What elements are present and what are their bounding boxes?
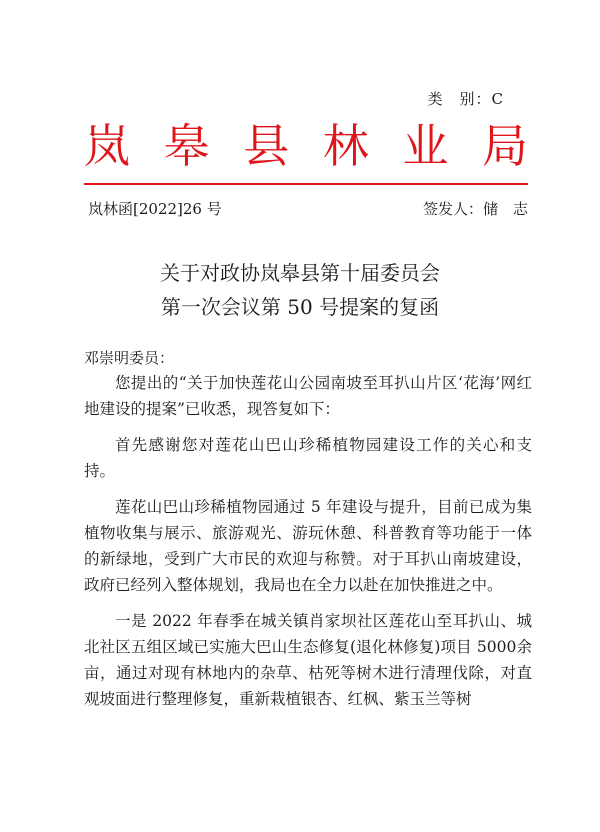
agency-letterhead: [84, 118, 528, 174]
document-number: 岚林函[2022]26 号: [88, 200, 222, 218]
title-line-1: 关于对政协岚皋县第十届委员会: [160, 261, 440, 285]
salutation: 邓崇明委员：: [84, 349, 175, 367]
body-paragraph: 一是 2022 年春季在城关镇肖家坝社区莲花山至耳扒山、城北社区五组区域已实施大巴山生态修复(退化林修复)项目 5000余亩，通过对现有林地内的杂草、枯死等树木进行清理伐除，对直观坡面进行整理修复，重新栽植银杏、红枫、紫玉兰等树: [84, 612, 532, 708]
document-title: [0, 256, 600, 324]
agency-char: 局: [481, 119, 528, 173]
body-paragraph: 首先感谢您对莲花山巴山珍稀植物园建设工作的关心和支持。: [84, 436, 532, 480]
category-value: C: [491, 90, 504, 108]
signer-name: 储 志: [482, 200, 528, 218]
agency-char: 岚: [84, 119, 130, 173]
document-category: [428, 88, 505, 109]
title-line-2: 第一次会议第 50 号提案的复函: [160, 295, 440, 319]
agency-char: 林: [322, 119, 369, 173]
signer: [423, 198, 528, 219]
agency-char: 皋: [163, 119, 210, 173]
agency-char: 县: [243, 119, 290, 173]
letter-body: [84, 370, 532, 722]
letterhead-red-rule: [84, 183, 528, 185]
body-paragraph: 您提出的“关于加快莲花山公园南坡至耳扒山片区‘花海’网红地建设的提案”已收悉，现答复如下：: [84, 374, 532, 418]
signer-label: 签发人：: [422, 200, 483, 218]
agency-char: 业: [402, 119, 449, 173]
body-paragraph: 莲花山巴山珍稀植物园通过 5 年建设与提升，目前已成为集植物收集与展示、旅游观光、游玩休憩、科普教育等功能于一体的新绿地，受到广大市民的欢迎与称赞。对于耳扒山南坡建设，政府已经列入整体规划，我局也在全力以赴在加快推进之中。: [84, 498, 532, 594]
category-label: 类 别：: [427, 90, 492, 108]
